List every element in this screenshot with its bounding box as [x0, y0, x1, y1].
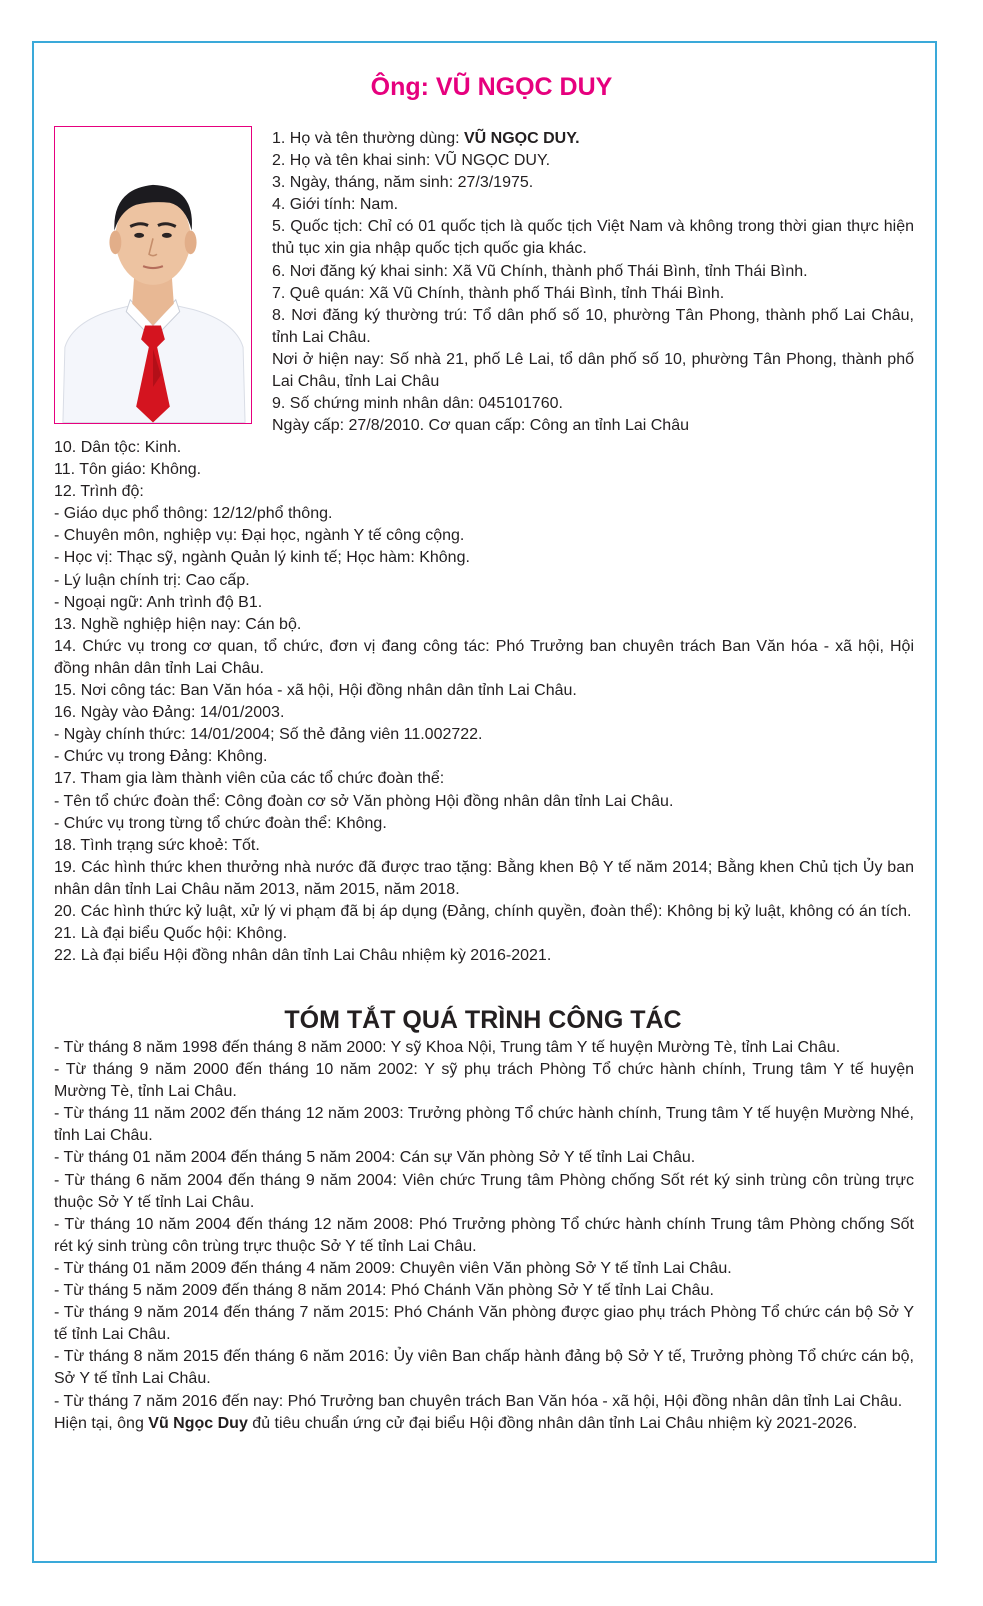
- info-line: 15. Nơi công tác: Ban Văn hóa - xã hội, Hội đồng nhân dân tỉnh Lai Châu.: [54, 682, 577, 700]
- work-history-item: - Từ tháng 9 năm 2000 đến tháng 10 năm 2002: Y sỹ phụ trách Phòng Tổ chức hành chính, Trung tâm Y tế huyện Mường Tè, tỉnh Lai Châu.: [54, 1061, 914, 1101]
- work-history-item: - Từ tháng 10 năm 2004 đến tháng 12 năm 2008: Phó Trưởng phòng Tổ chức hành chính Trung tâm Phòng chống Sốt rét ký sinh trùng côn trùng trực thuộc Sở Y tế tỉnh Lai Châu.: [54, 1215, 914, 1255]
- info-line: Nơi ở hiện nay: Số nhà 21, phố Lê Lai, tổ dân phố số 10, phường Tân Phong, thành phố Lai Châu, tỉnh Lai Châu: [272, 350, 914, 391]
- info-line: 14. Chức vụ trong cơ quan, tổ chức, đơn vị đang công tác: Phó Trưởng ban chuyên trách Ban Văn hóa - xã hội, Hội đồng nhân dân tỉnh Lai Châu.: [54, 637, 914, 677]
- info-line: 9. Số chứng minh nhân dân: 045101760.: [272, 395, 563, 413]
- info-line: - Lý luận chính trị: Cao cấp.: [54, 571, 250, 589]
- work-history-item: - Từ tháng 01 năm 2004 đến tháng 5 năm 2004: Cán sự Văn phòng Sở Y tế tỉnh Lai Châu.: [54, 1149, 696, 1167]
- info-line: 11. Tôn giáo: Không.: [54, 461, 202, 479]
- info-line: 19. Các hình thức khen thưởng nhà nước đã được trao tặng: Bằng khen Bộ Y tế năm 2014; Bằng khen Chủ tịch Ủy ban nhân dân tỉnh Lai Châu năm 2013, năm 2015, năm 2018.: [54, 858, 914, 898]
- work-history-item: - Từ tháng 9 năm 2014 đến tháng 7 năm 2015: Phó Chánh Văn phòng được giao phụ trách Phòng Tổ chức cán bộ Sở Y tế tỉnh Lai Châu.: [54, 1304, 914, 1344]
- info-line: - Ngày chính thức: 14/01/2004; Số thẻ đảng viên 11.002722.: [54, 726, 483, 744]
- info-line: 17. Tham gia làm thành viên của các tổ chức đoàn thể:: [54, 770, 445, 788]
- work-history-item: - Từ tháng 7 năm 2016 đến nay: Phó Trưởng ban chuyên trách Ban Văn hóa - xã hội, Hội đồng nhân dân tỉnh Lai Châu.: [54, 1392, 903, 1410]
- info-line: - Tên tổ chức đoàn thể: Công đoàn cơ sở Văn phòng Hội đồng nhân dân tỉnh Lai Châu.: [54, 792, 674, 810]
- info-line: - Ngoại ngữ: Anh trình độ B1.: [54, 593, 263, 611]
- page-title: Ông: VŨ NGỌC DUY: [370, 73, 613, 101]
- personal-info-top: [272, 128, 914, 437]
- conclusion-prefix: Hiện tại, ông: [54, 1414, 149, 1432]
- info-line: 2. Họ và tên khai sinh: VŨ NGỌC DUY.: [272, 152, 551, 170]
- info-line: 6. Nơi đăng ký khai sinh: Xã Vũ Chính, thành phố Thái Bình, tỉnh Thái Bình.: [272, 262, 808, 280]
- info-line: 16. Ngày vào Đảng: 14/01/2003.: [54, 704, 285, 722]
- info-line: 7. Quê quán: Xã Vũ Chính, thành phố Thái Bình, tỉnh Thái Bình.: [272, 284, 725, 302]
- work-history: [54, 1037, 914, 1435]
- info-line: 12. Trình độ:: [54, 483, 144, 501]
- work-history-item: - Từ tháng 11 năm 2002 đến tháng 12 năm 2003: Trưởng phòng Tổ chức hành chính, Trung tâm Y tế huyện Mường Nhé, tỉnh Lai Châu.: [54, 1105, 914, 1145]
- full-name: VŨ NGỌC DUY.: [464, 130, 580, 147]
- personal-info-bottom: [54, 437, 914, 967]
- info-label: 1. Họ và tên thường dùng:: [272, 130, 464, 147]
- info-line: 20. Các hình thức kỷ luật, xử lý vi phạm đã bị áp dụng (Đảng, chính quyền, đoàn thể): Không bị kỷ luật, không có án tích.: [54, 902, 912, 920]
- info-line: 5. Quốc tịch: Chỉ có 01 quốc tịch là quốc tịch Việt Nam và không trong thời gian thực hiện thủ tục xin gia nhập quốc tịch quốc gia khác.: [272, 218, 914, 258]
- info-line: 18. Tình trạng sức khoẻ: Tốt.: [54, 836, 260, 854]
- info-line: 8. Nơi đăng ký thường trú: Tổ dân phố số 10, phường Tân Phong, thành phố Lai Châu, tỉnh Lai Châu.: [272, 306, 914, 346]
- info-line: 10. Dân tộc: Kinh.: [54, 439, 182, 456]
- info-line: - Học vị: Thạc sỹ, ngành Quản lý kinh tế; Học hàm: Không.: [54, 549, 470, 567]
- info-line: - Chức vụ trong Đảng: Không.: [54, 748, 268, 766]
- info-line: 3. Ngày, tháng, năm sinh: 27/3/1975.: [272, 174, 534, 192]
- info-line: 13. Nghề nghiệp hiện nay: Cán bộ.: [54, 615, 302, 633]
- info-line: 4. Giới tính: Nam.: [272, 196, 399, 214]
- work-history-item: - Từ tháng 6 năm 2004 đến tháng 9 năm 2004: Viên chức Trung tâm Phòng chống Sốt rét ký sinh trùng côn trùng trực thuộc Sở Y tế tỉnh Lai Châu.: [54, 1171, 914, 1211]
- work-history-title: TÓM TẮT QUÁ TRÌNH CÔNG TÁC: [284, 1006, 682, 1034]
- conclusion-suffix: đủ tiêu chuẩn ứng cử đại biểu Hội đồng nhân dân tỉnh Lai Châu nhiệm kỳ 2021-2026.: [247, 1414, 858, 1432]
- info-line: Ngày cấp: 27/8/2010. Cơ quan cấp: Công an tỉnh Lai Châu: [272, 417, 689, 435]
- info-line: 22. Là đại biểu Hội đồng nhân dân tỉnh Lai Châu nhiệm kỳ 2016-2021.: [54, 947, 552, 965]
- work-history-item: - Từ tháng 01 năm 2009 đến tháng 4 năm 2009: Chuyên viên Văn phòng Sở Y tế tỉnh Lai Châu.: [54, 1259, 732, 1277]
- work-history-item: - Từ tháng 8 năm 2015 đến tháng 6 năm 2016: Ủy viên Ban chấp hành đảng bộ Sở Y tế, Trưởng phòng Tổ chức cán bộ, Sở Y tế tỉnh Lai Châu.: [54, 1348, 914, 1388]
- info-line: 21. Là đại biểu Quốc hội: Không.: [54, 925, 288, 943]
- work-history-item: - Từ tháng 5 năm 2009 đến tháng 8 năm 2014: Phó Chánh Văn phòng Sở Y tế tỉnh Lai Châu.: [54, 1282, 714, 1300]
- info-line: [272, 128, 914, 150]
- work-history-item: - Từ tháng 8 năm 1998 đến tháng 8 năm 2000: Y sỹ Khoa Nội, Trung tâm Y tế huyện Mường Tè, tỉnh Lai Châu.: [54, 1039, 841, 1056]
- conclusion: [54, 1413, 914, 1435]
- candidate-name: Vũ Ngọc Duy: [148, 1414, 248, 1432]
- info-line: - Chức vụ trong từng tổ chức đoàn thể: Không.: [54, 814, 387, 832]
- info-line: - Chuyên môn, nghiệp vụ: Đại học, ngành Y tế công cộng.: [54, 527, 465, 545]
- portrait-photo: [54, 126, 252, 424]
- portrait-illustration: [55, 127, 251, 423]
- info-line: - Giáo dục phổ thông: 12/12/phổ thông.: [54, 505, 333, 523]
